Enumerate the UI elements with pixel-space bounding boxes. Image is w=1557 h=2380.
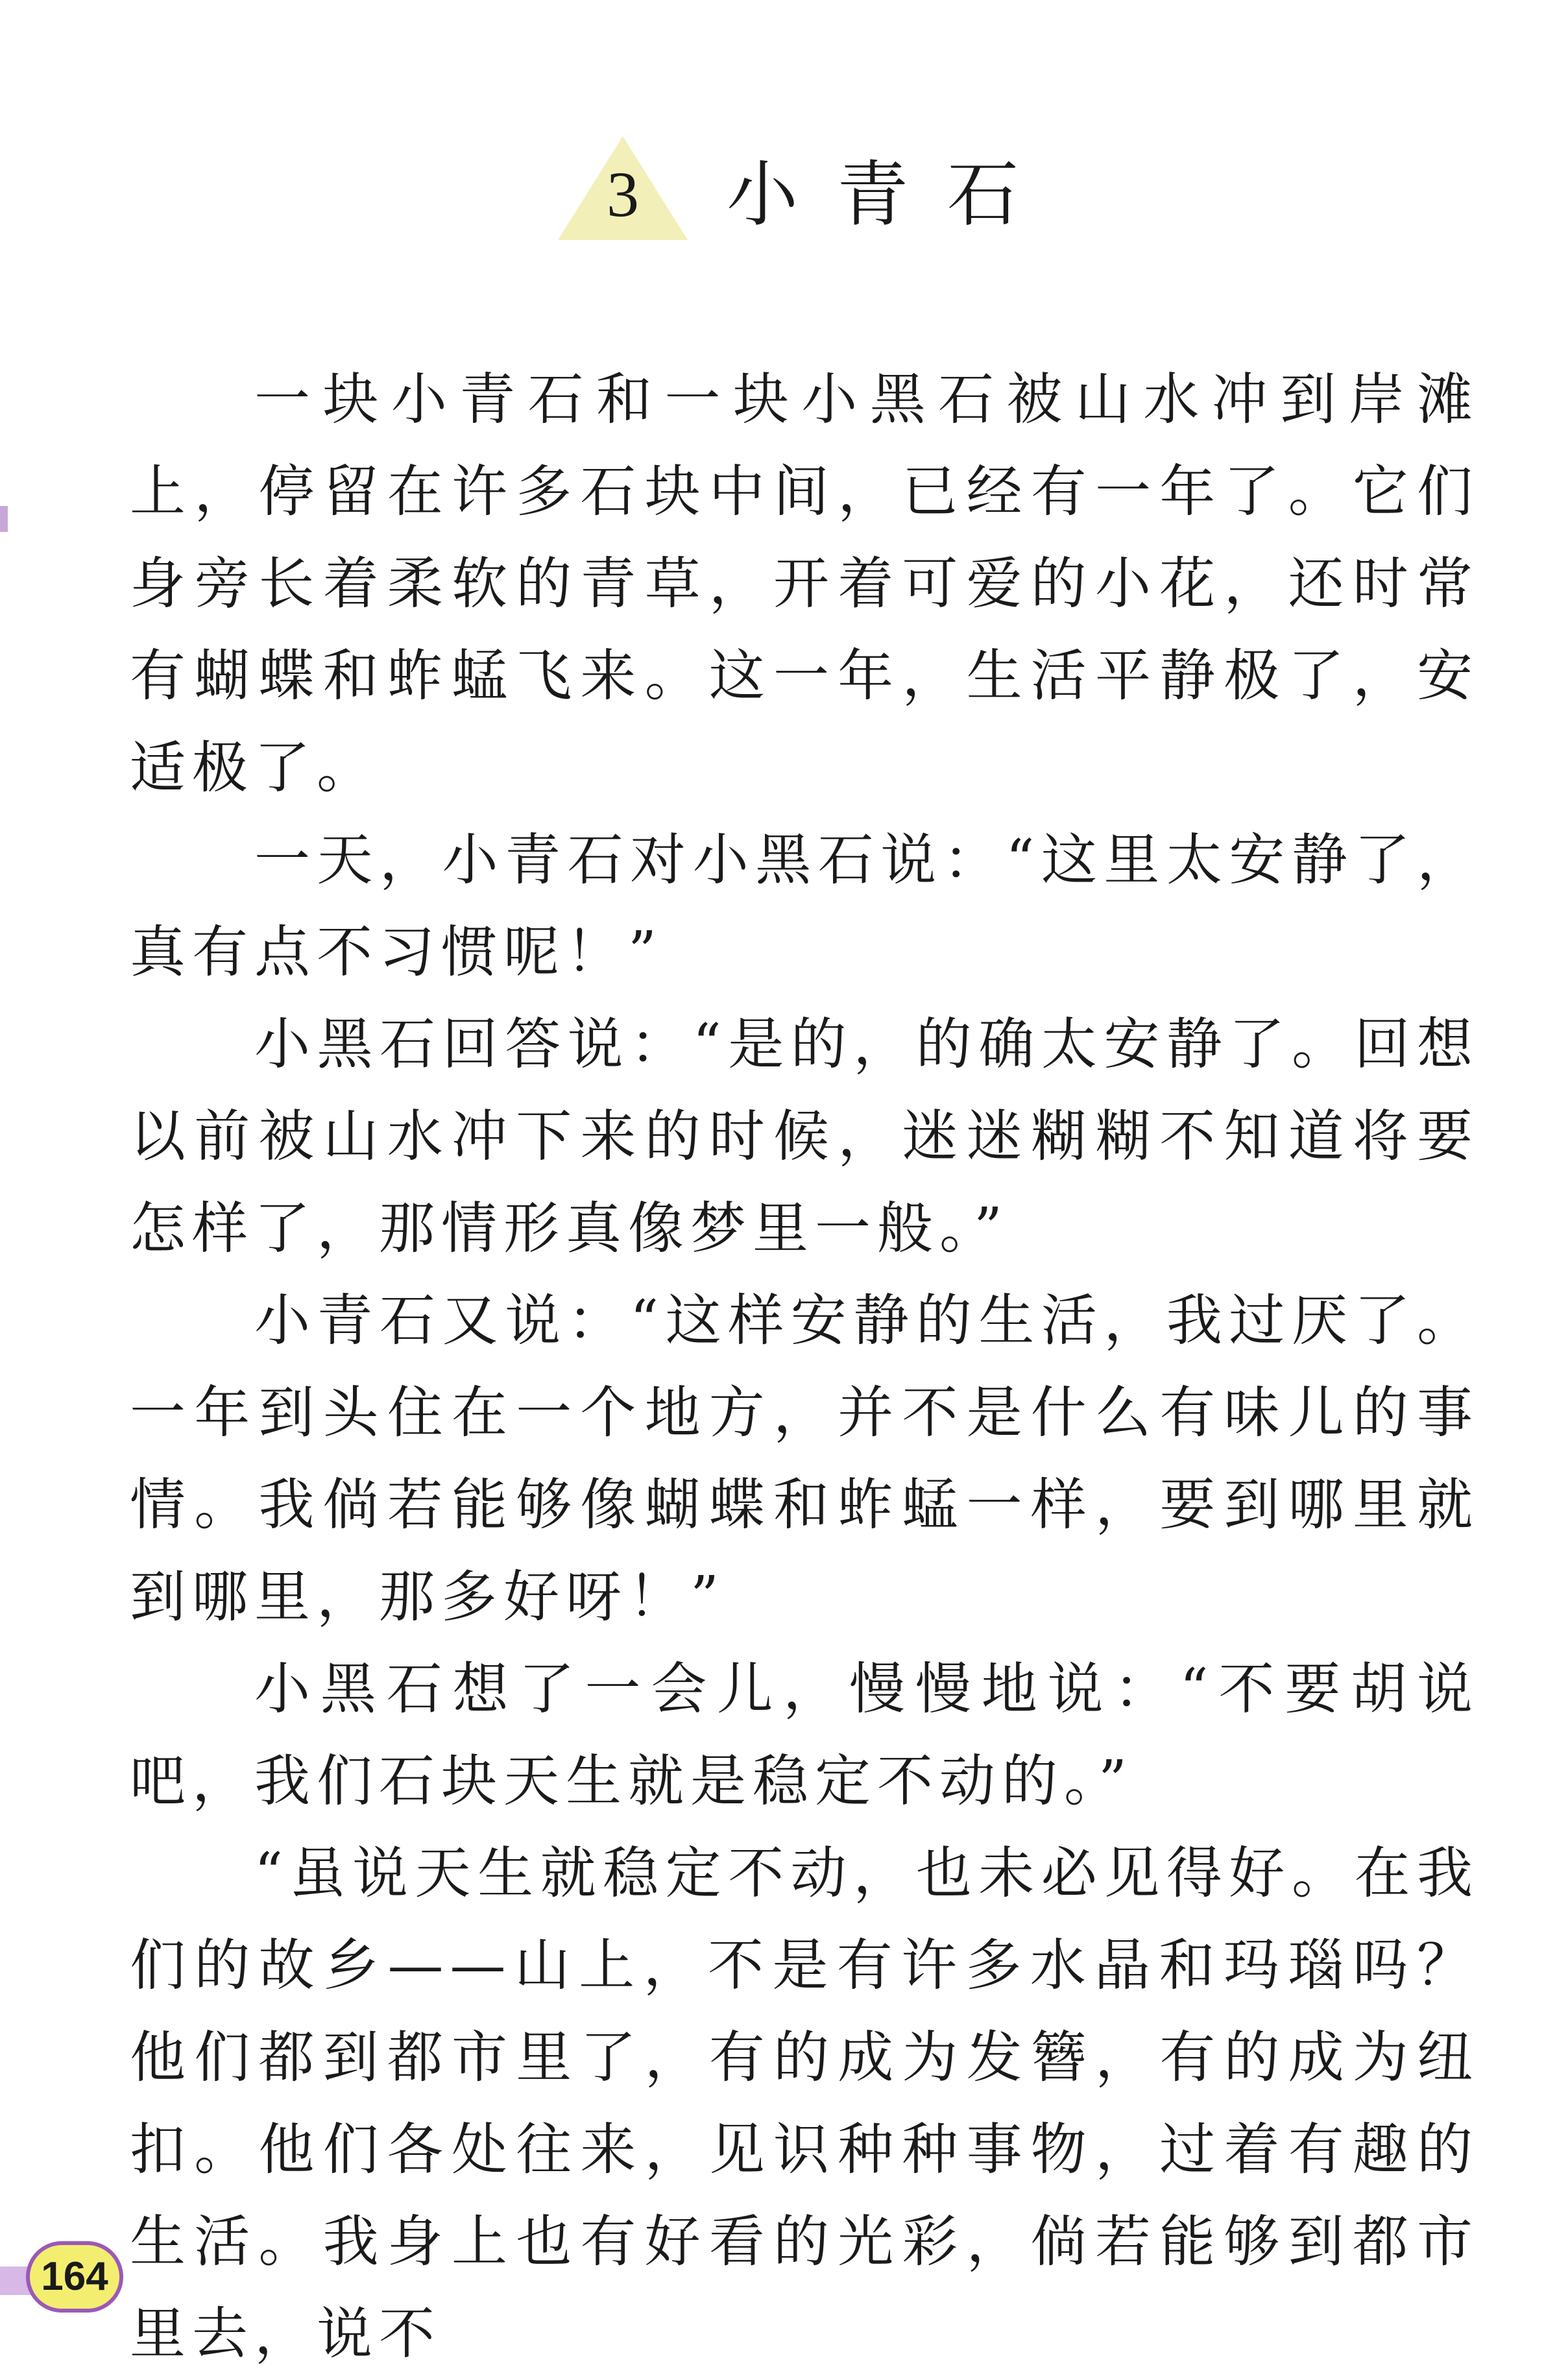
- paragraph: 一天，小青石对小黑石说：“这里太安静了，真有点不习惯呢！”: [130, 828, 1479, 985]
- paragraph: 一块小青石和一块小黑石被山水冲到岸滩上，停留在许多石块中间，已经有一年了。它们身旁长着柔软的青草，开着可爱的小花，还时常有蝴蝶和蚱蜢飞来。这一年，生活平静极了，安适极了。: [130, 367, 1479, 800]
- paragraph: 小黑石想了一会儿，慢慢地说：“不要胡说吧，我们石块天生就是稳定不动的。”: [130, 1657, 1479, 1814]
- paragraph: “虽说天生就稳定不动，也未必见得好。在我们的故乡——山上，不是有许多水晶和玛瑙吗？他们都到都市里了，有的成为发簪，有的成为纽扣。他们各处往来，见识种种事物，过着有趣的生活。我身上也有好看的光彩，倘若能够到都市里去，说不: [130, 1841, 1479, 2366]
- page-number: 164: [26, 2241, 123, 2313]
- page-edge-mark: [0, 506, 8, 532]
- lesson-title: 小青石: [727, 153, 1057, 236]
- lesson-number: 3: [607, 158, 639, 230]
- lesson-header: [0, 136, 1557, 266]
- paragraph: 小黑石回答说：“是的，的确太安静了。回想以前被山水冲下来的时候，迷迷糊糊不知道将要怎样了，那情形真像梦里一般。”: [130, 1012, 1479, 1261]
- paragraph: 小青石又说：“这样安静的生活，我过厌了。一年到头住在一个地方，并不是什么有味儿的事情。我倘若能够像蝴蝶和蚱蜢一样，要到哪里就到哪里，那多好呀！”: [130, 1288, 1479, 1629]
- story-text: [130, 354, 1479, 2380]
